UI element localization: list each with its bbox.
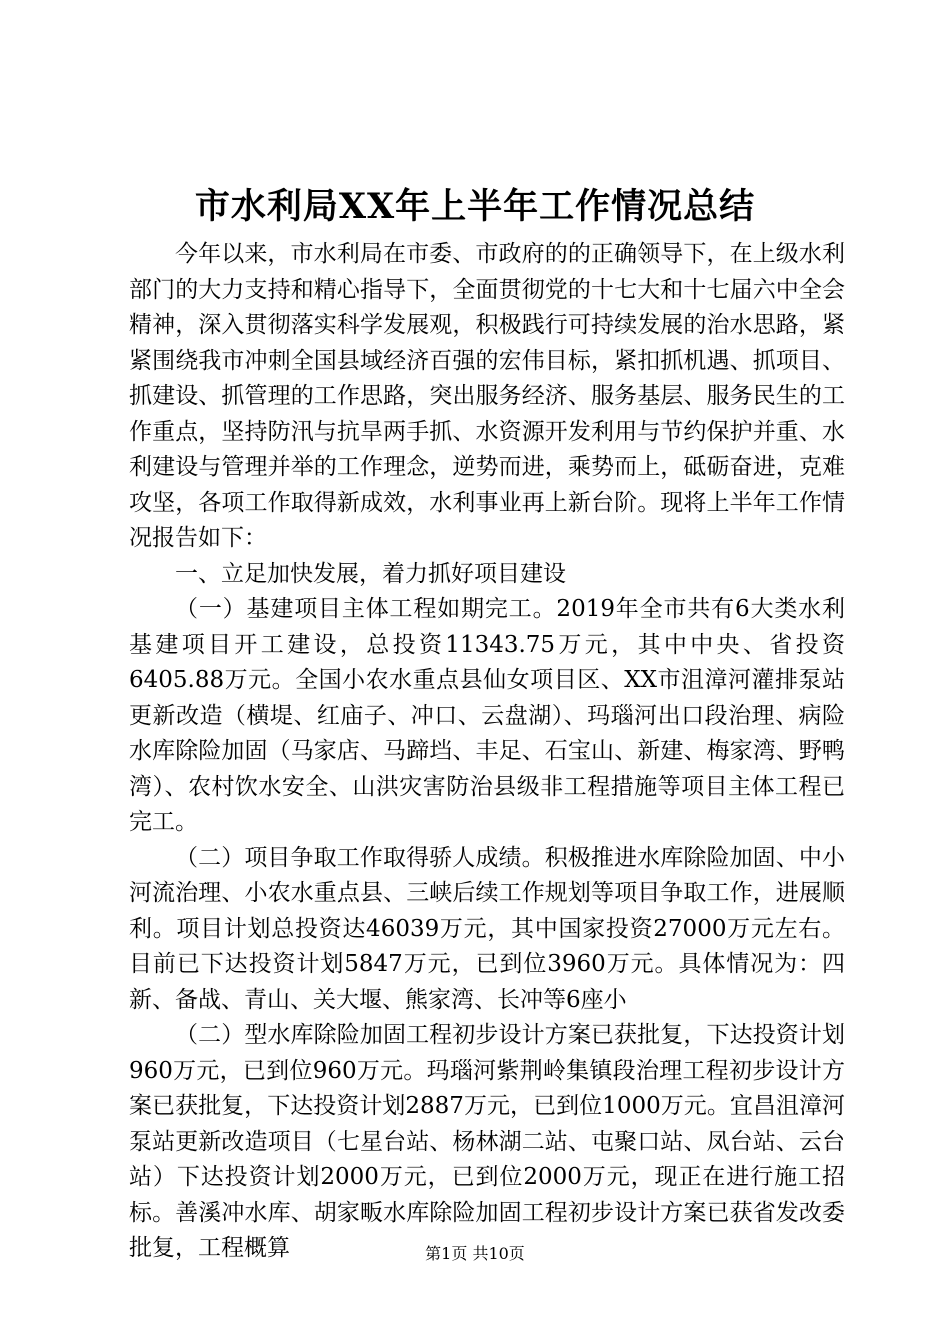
paragraph-item-1: （一）基建项目主体工程如期完工。2019年全市共有6大类水利基建项目开工建设，总投资11343.75万元，其中中央、省投资6405.88万元。全国小农水重点县仙女项目区、XX市沮漳河灌排泵站更新改造（横堤、红庙子、冲口、云盘湖）、玛瑙河出口段治理、病险水库除险加固（马家店、马蹄垱、丰足、石宝山、新建、梅家湾、野鸭湾）、农村饮水安全、山洪灾害防治县级非工程措施等项目主体工程已完工。: [129, 596, 845, 835]
section-heading: 一、立足加快发展，着力抓好项目建设: [175, 560, 566, 587]
paragraph-item-3: （二）型水库除险加固工程初步设计方案已获批复，下达投资计划960万元，已到位960万元。玛瑙河紫荆岭集镇段治理工程初步设计方案已获批复，下达投资计划2887万元，已到位1000万元。宜昌沮漳河泵站更新改造项目（七星台站、杨林湖二站、屯聚口站、凤台站、云台站）下达投资计划2000万元，已到位2000万元，现正在进行施工招标。善溪冲水库、胡家畈水库除险加固工程初步设计方案已获省发改委批复，工程概算: [129, 1022, 845, 1261]
page-footer: 第1页 共10页: [425, 1244, 525, 1263]
paragraph-intro: 今年以来，市水利局在市委、市政府的的正确领导下，在上级水利部门的大力支持和精心指导下，全面贯彻党的十七大和十七届六中全会精神，深入贯彻落实科学发展观，积极践行可持续发展的治水思路，紧紧围绕我市冲刺全国县域经济百强的宏伟目标，紧扣抓机遇、抓项目、抓建设、抓管理的工作思路，突出服务经济、服务基层、服务民生的工作重点，坚持防汛与抗旱两手抓、水资源开发利用与节约保护并重、水利建设与管理并举的工作理念，逆势而进，乘势而上，砥砺奋进，克难攻坚，各项工作取得新成效，水利事业再上新台阶。现将上半年工作情况报告如下：: [129, 241, 845, 551]
document-title: 市水利局XX年上半年工作情况总结: [194, 186, 756, 227]
paragraph-item-2: （二）项目争取工作取得骄人成绩。积极推进水库除险加固、中小河流治理、小农水重点县、三峡后续工作规划等项目争取工作，进展顺利。项目计划总投资达46039万元，其中国家投资27000万元左右。目前已下达投资计划5847万元，已到位3960万元。具体情况为：四新、备战、青山、关大堰、熊家湾、长冲等6座小: [129, 844, 845, 1013]
document-body: [129, 237, 845, 1267]
